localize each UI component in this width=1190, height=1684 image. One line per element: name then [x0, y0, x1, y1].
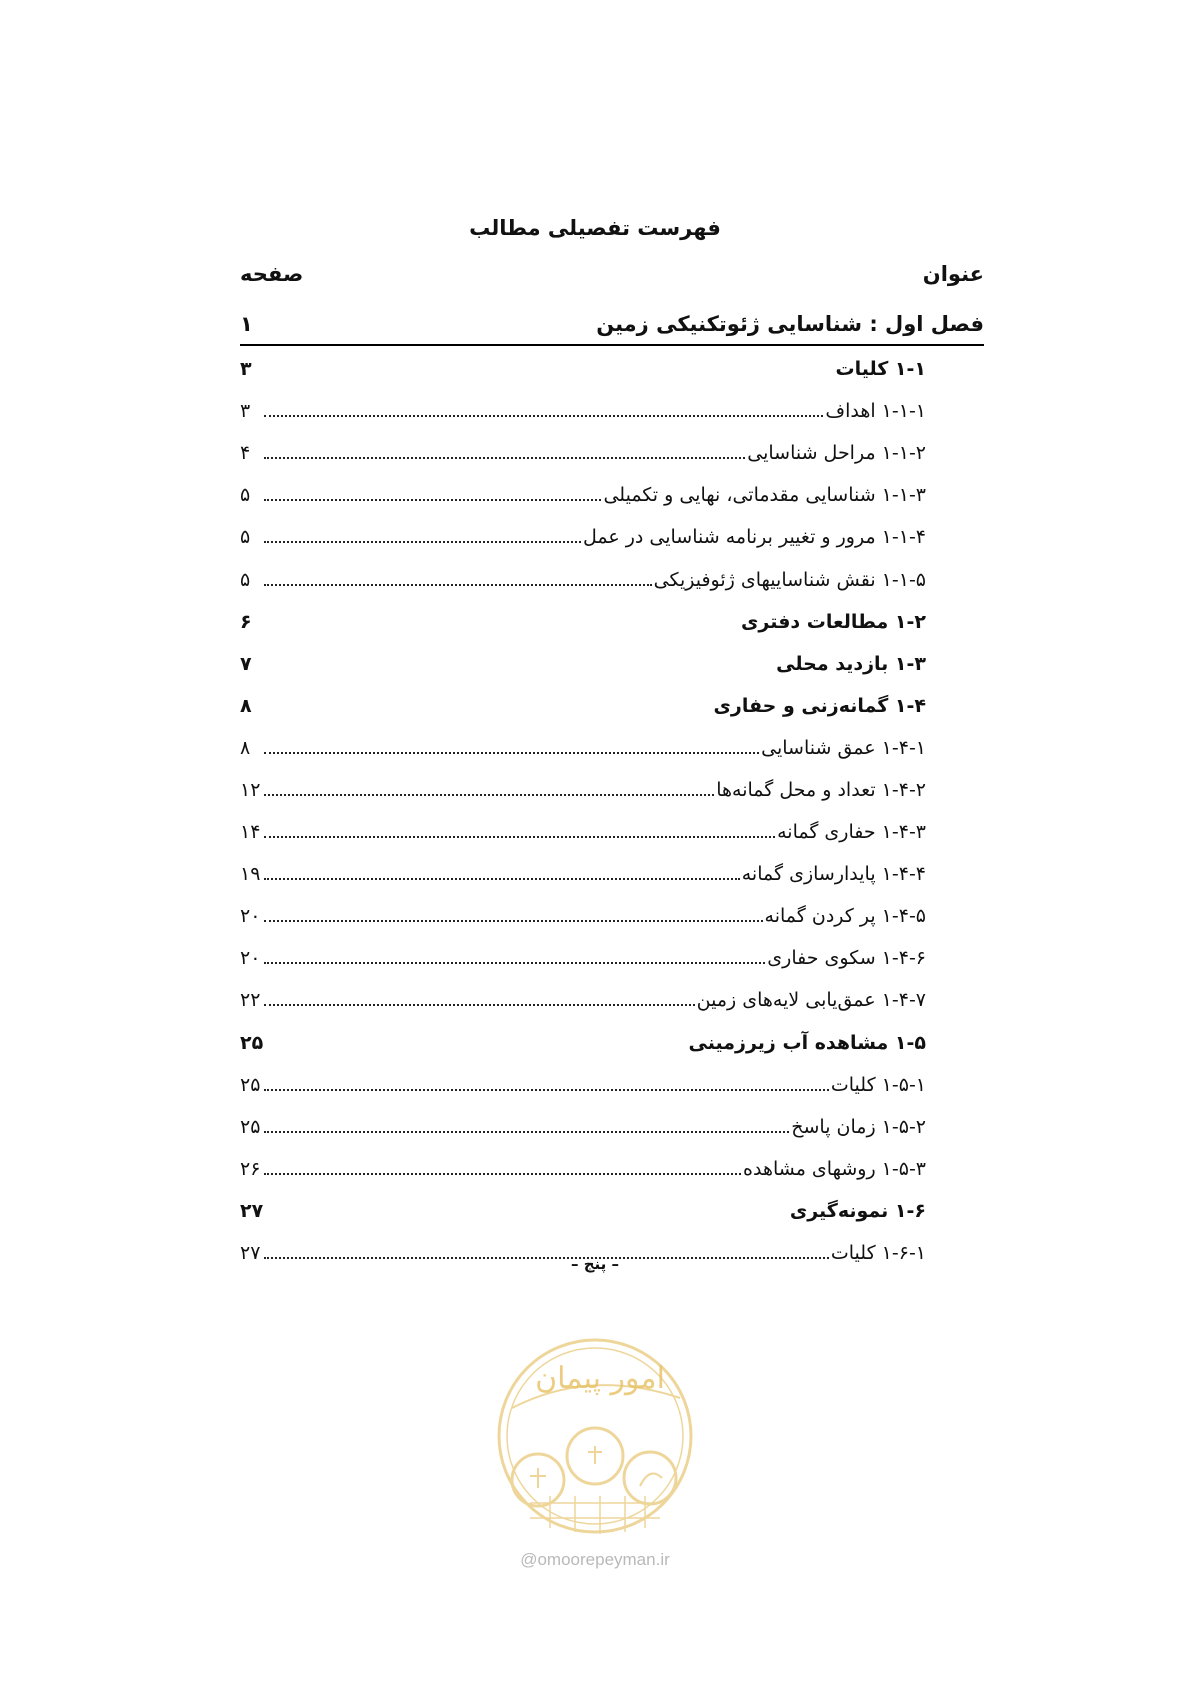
toc-page-number: ۷: [240, 652, 252, 675]
toc-dot-leader: [264, 1089, 829, 1091]
toc-entry-label: ۱-۱-۲ مراحل شناسایی: [747, 442, 926, 465]
toc-section-row: [240, 348, 984, 390]
toc-subsection-row: [240, 390, 984, 432]
toc-entry-label: ۱-۱-۴ مرور و تغییر برنامه شناسایی در عمل: [582, 526, 926, 549]
toc-page-number: ۸: [240, 694, 252, 717]
toc-page-number: ۴: [240, 442, 251, 465]
toc-entry-label: ۱-۴-۳ حفاری گمانه: [777, 821, 926, 844]
toc-entry-label: ۱-۴-۷ عمق‌یابی لایه‌های زمین: [696, 989, 926, 1012]
toc-dot-leader: [264, 962, 765, 964]
omoor-peyman-logo-lettering: امور پیمان: [535, 1361, 665, 1396]
toc-page-number: ۲۰: [240, 947, 261, 970]
toc-section-row: [240, 643, 984, 685]
toc-entry-label: ۱-۵-۱ کلیات: [830, 1073, 926, 1096]
toc-entry-label: ۱-۱-۵ نقش شناساییهای ژئوفیزیکی: [653, 568, 926, 591]
toc-subsection-row: [240, 1064, 984, 1106]
toc-page-number: ۲۷: [240, 1242, 261, 1265]
chapter-heading: [240, 308, 984, 346]
toc-subsection-row: [240, 474, 984, 516]
toc-dot-leader: [264, 878, 740, 880]
toc-dot-leader: [264, 920, 763, 922]
toc-entry-label: ۱-۵-۲ زمان پاسخ: [791, 1115, 926, 1138]
toc-entry-label: ۱-۳ بازدید محلی: [776, 652, 926, 675]
toc-entry-label: ۱-۴-۴ پایدارسازی گمانه: [741, 863, 926, 886]
toc-subsection-row: [240, 516, 984, 558]
toc-page-number: ۵: [240, 526, 251, 549]
toc-list: [240, 348, 984, 1274]
toc-entry-label: ۱-۵ مشاهده آب زیرزمینی: [688, 1031, 926, 1054]
omoor-peyman-logo: [490, 1328, 700, 1558]
toc-dot-leader: [264, 752, 759, 754]
toc-dot-leader: [264, 584, 652, 586]
chapter-page-number: ۱: [240, 312, 253, 336]
toc-subsection-row: [240, 1106, 984, 1148]
toc-entry-label: ۱-۴-۲ تعداد و محل گمانه‌ها: [716, 778, 926, 801]
toc-section-row: [240, 1022, 984, 1064]
toc-section-row: [240, 601, 984, 643]
toc-dot-leader: [264, 1131, 789, 1133]
page-footer: – پنج –: [570, 1255, 619, 1273]
toc-subsection-row: [240, 895, 984, 937]
toc-entry-label: ۱-۱-۱ اهداف: [825, 400, 926, 423]
toc-page-number: ۶: [240, 610, 252, 633]
toc-entry-label: ۱-۱ کلیات: [835, 358, 926, 381]
toc-entry-label: ۱-۴-۶ سکوی حفاری: [767, 947, 926, 970]
toc-dot-leader: [264, 541, 581, 543]
toc-dot-leader: [264, 1004, 695, 1006]
toc-page-number: ۲۵: [240, 1073, 261, 1096]
toc-page-number: ۲۰: [240, 905, 261, 928]
toc-entry-label: ۱-۶-۱ کلیات: [830, 1242, 926, 1265]
toc-page-number: ۲۷: [240, 1199, 264, 1222]
toc-entry-label: ۱-۵-۳ روشهای مشاهده: [743, 1157, 926, 1180]
toc-page-number: ۳: [240, 358, 252, 381]
toc-subsection-row: [240, 853, 984, 895]
toc-page-number: ۵: [240, 568, 251, 591]
column-header-title: عنوان: [922, 262, 984, 286]
toc-subsection-row: [240, 979, 984, 1021]
chapter-title: فصل اول : شناسایی ژئوتکنیکی زمین: [596, 312, 984, 336]
toc-page-number: ۲۵: [240, 1031, 264, 1054]
watermark-url: @omoorepeyman.ir: [520, 1550, 670, 1569]
toc-page-number: ۳: [240, 400, 251, 423]
toc-dot-leader: [264, 836, 775, 838]
toc-page-number: ۵: [240, 484, 251, 507]
toc-dot-leader: [264, 1173, 741, 1175]
page-title: فهرست تفصیلی مطالب: [469, 216, 721, 240]
toc-entry-label: ۱-۱-۳ شناسایی مقدماتی، نهایی و تکمیلی: [603, 484, 926, 507]
toc-page-number: ۲۶: [240, 1157, 261, 1180]
toc-subsection-row: [240, 811, 984, 853]
toc-section-row: [240, 1190, 984, 1232]
toc-subsection-row: [240, 727, 984, 769]
toc-section-row: [240, 685, 984, 727]
toc-dot-leader: [264, 499, 601, 501]
toc-entry-label: ۱-۴-۱ عمق شناسایی: [761, 736, 926, 759]
toc-entry-label: ۱-۴-۵ پر کردن گمانه: [764, 905, 926, 928]
toc-subsection-row: [240, 937, 984, 979]
toc-entry-label: ۱-۴ گمانه‌زنی و حفاری: [713, 694, 926, 717]
toc-subsection-row: [240, 1148, 984, 1190]
toc-subsection-row: [240, 769, 984, 811]
toc-dot-leader: [264, 415, 823, 417]
toc-page-number: ۸: [240, 736, 251, 759]
column-header-page: صفحه: [240, 262, 304, 286]
toc-page-number: ۱۹: [240, 863, 261, 886]
toc-subsection-row: [240, 558, 984, 600]
toc-page-number: ۲۲: [240, 989, 261, 1012]
toc-page-number: ۱۴: [240, 821, 261, 844]
toc-dot-leader: [264, 794, 714, 796]
toc-entry-label: ۱-۶ نمونه‌گیری: [789, 1199, 926, 1222]
toc-page-number: ۱۲: [240, 778, 261, 801]
toc-subsection-row: [240, 432, 984, 474]
toc-dot-leader: [264, 457, 745, 459]
toc-entry-label: ۱-۲ مطالعات دفتری: [741, 610, 926, 633]
toc-page-number: ۲۵: [240, 1115, 261, 1138]
